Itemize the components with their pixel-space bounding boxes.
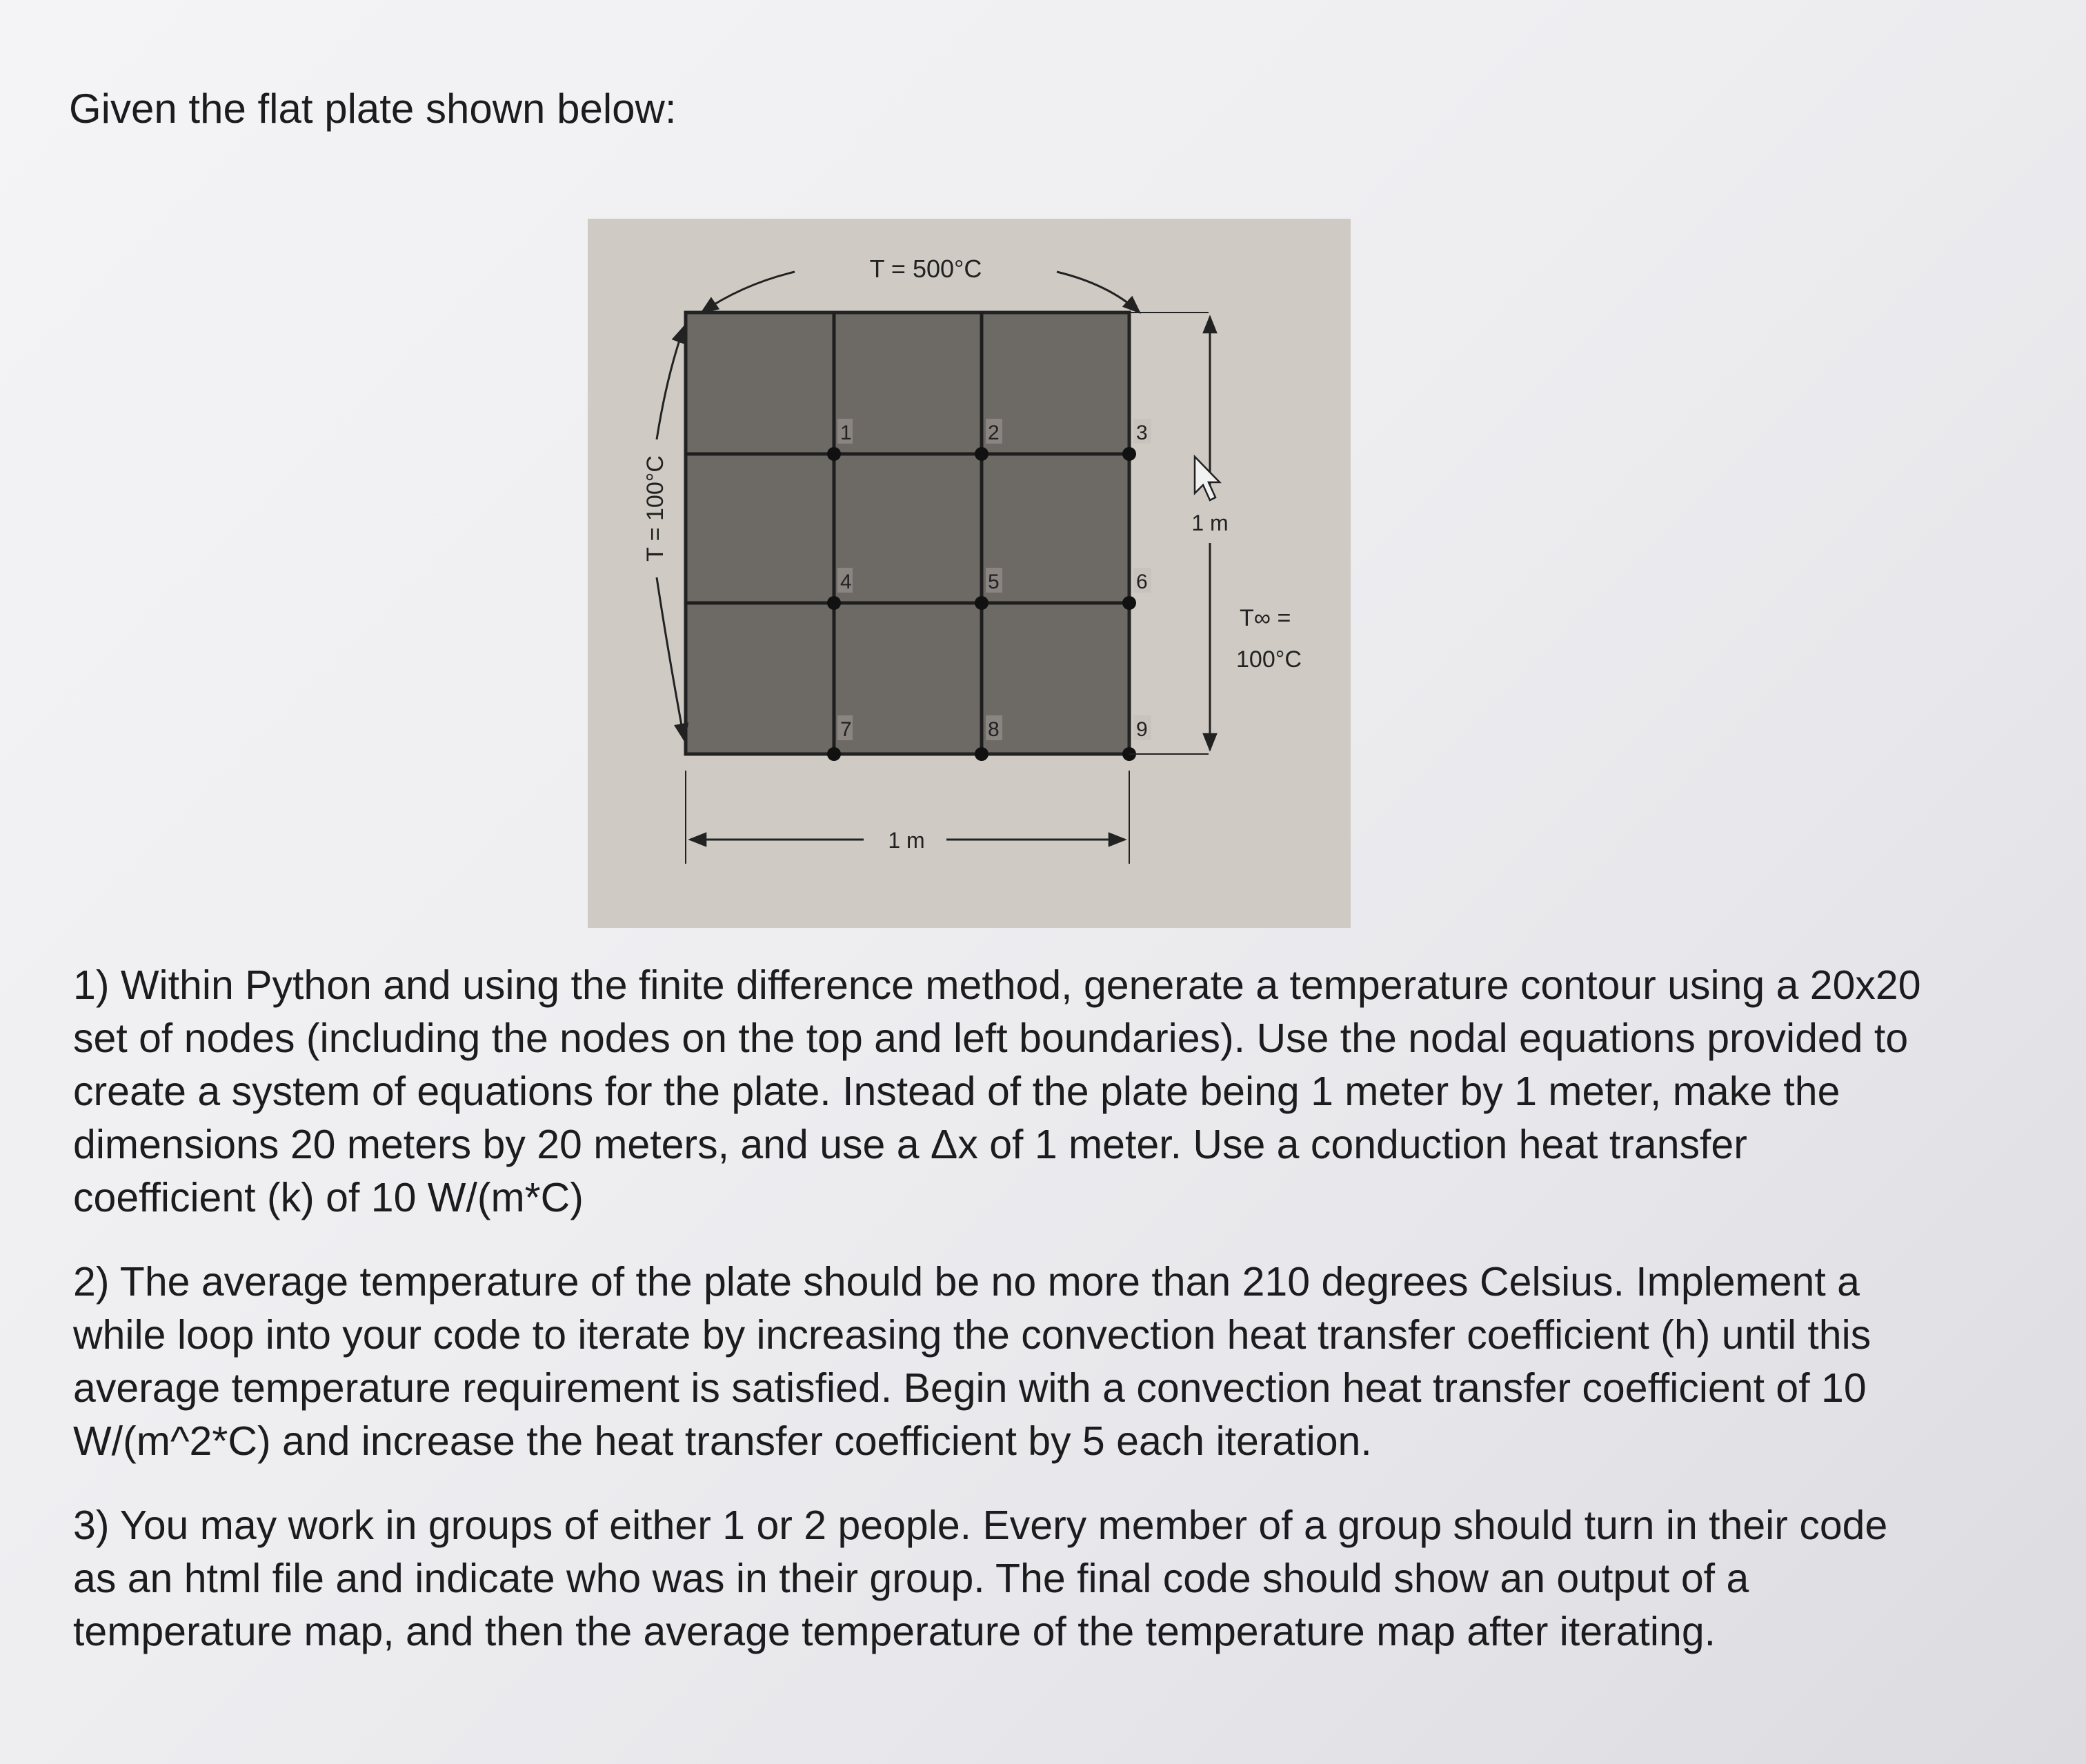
plate xyxy=(686,313,1129,754)
problem-1: 1) Within Python and using the finite difference method, generate a temperature contour using a 20x20 set of nodes (including the nodes on the top and left boundaries). Use the nodal equations provided to create a system of equations for the plate. Instead of the plate being 1 meter by 1 meter, make the dimensions 20 meters by 20 meters, and use a Δx of 1 meter. Use a conduction heat transfer coefficient (k) of 10 W/(m*C) xyxy=(73,962,1921,1220)
plate-figure xyxy=(588,219,1351,928)
node-label-5: 5 xyxy=(988,571,1000,593)
node-dot xyxy=(827,596,841,610)
node-label-8: 8 xyxy=(988,718,1000,741)
top-temperature-label: T = 500°C xyxy=(869,255,982,283)
plate-diagram xyxy=(588,219,1351,928)
node-dot xyxy=(1122,447,1136,461)
node-label-4: 4 xyxy=(840,571,852,593)
problem-3: 3) You may work in groups of either 1 or 2 people. Every member of a group should turn in their code as an html file and indicate who was in their group. The final code should show an output of a temperature map, and then the average temperature of the temperature map after iterating. xyxy=(73,1503,1888,1654)
node-label-6: 6 xyxy=(1136,571,1148,593)
node-label-7: 7 xyxy=(840,718,852,741)
left-temperature-label: T = 100°C xyxy=(642,455,668,562)
node-label-2: 2 xyxy=(988,422,1000,444)
node-dot xyxy=(975,747,989,761)
node-label-9: 9 xyxy=(1136,718,1148,741)
node-dot xyxy=(827,747,841,761)
problem-list xyxy=(73,959,1929,1689)
width-dimension-label: 1 m xyxy=(888,828,925,853)
node-dot xyxy=(975,447,989,461)
ambient-value: 100°C xyxy=(1236,646,1302,673)
intro-text: Given the flat plate shown below: xyxy=(69,86,677,132)
node-label-1: 1 xyxy=(840,422,852,444)
node-dot xyxy=(1122,596,1136,610)
ambient-symbol: T∞ = xyxy=(1240,605,1291,631)
node-dot xyxy=(975,596,989,610)
node-label-3: 3 xyxy=(1136,422,1148,444)
node-dot xyxy=(827,447,841,461)
problem-2: 2) The average temperature of the plate should be no more than 210 degrees Celsius. Implement a while loop into your code to iterate by increasing the convection heat transfer coefficient (h) until this average temperature requirement is satisfied. Begin with a convection heat transfer coefficient of 10 W/(m^2*C) and increase the heat transfer coefficient by 5 each iteration. xyxy=(73,1259,1871,1464)
height-dimension-label: 1 m xyxy=(1191,511,1229,535)
